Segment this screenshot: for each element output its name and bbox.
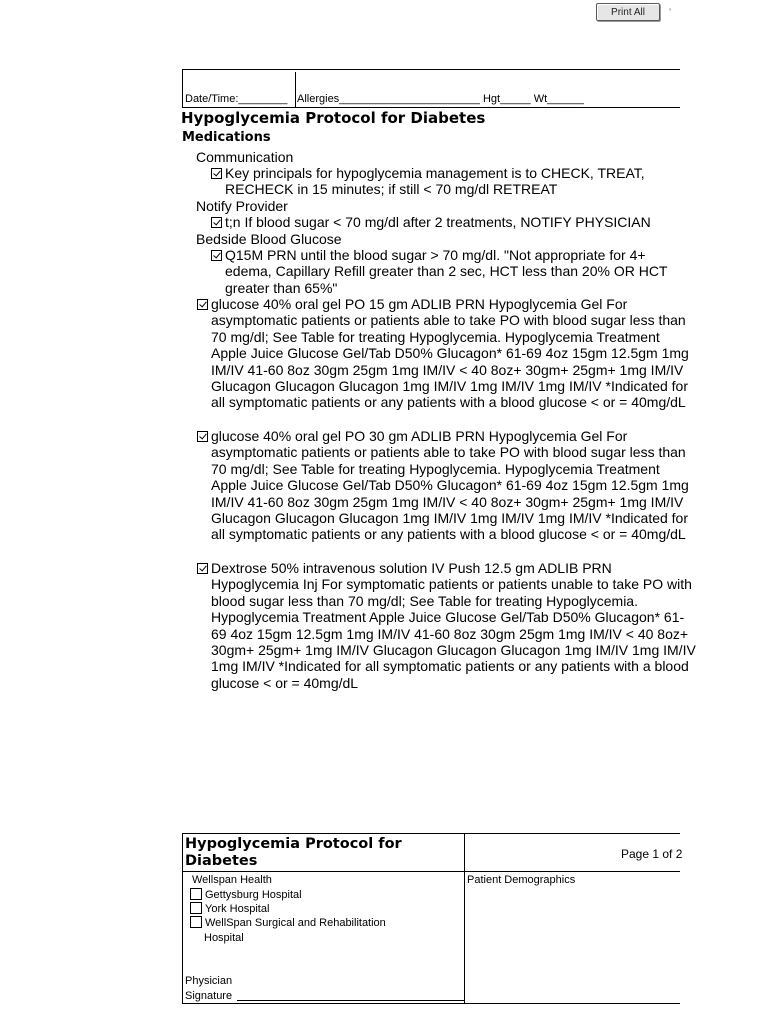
order-bedside-glucose — [211, 247, 685, 296]
category-communication: Communication — [196, 149, 294, 165]
checkbox-checked-icon[interactable] — [197, 431, 208, 442]
order-notify-physician — [211, 214, 685, 230]
hospital-option-wellspan-surgical[interactable] — [190, 916, 386, 930]
order-text: glucose 40% oral gel PO 30 gm ADLIB PRN Hypoglycemia Gel For asymptomatic patients or patients able to take PO with blood sugar less than 70 mg/dl; See Table for treating Hypoglycemia. Hypoglycemia Treatment Apple Juice Glucose Gel/Tab D50% Glucagon* 61-69 4oz 15gm 12.5gm 1mg IM/IV 41-60 8oz 30gm 25gm 1mg IM/IV < 40 8oz+ 30gm+ 25gm+ 1mg IM/IV Glucagon Glucagon Glucagon 1mg IM/IV 1mg IM/IV 1mg IM/IV *Indicated for all symptomatic patients or any patients with a blood glucose < or = 40mg/dL — [211, 428, 689, 543]
hospital-label-continued: Hospital — [204, 932, 244, 944]
order-text: t;n If blood sugar < 70 mg/dl after 2 treatments, NOTIFY PHYSICIAN — [225, 214, 651, 230]
footer-title: Hypoglycemia Protocol for Diabetes — [185, 836, 402, 869]
header-left-rule — [182, 69, 183, 107]
section-medications: Medications — [182, 130, 271, 145]
footer-row-rule — [182, 871, 680, 872]
datetime-field[interactable]: Date/Time:________ — [185, 93, 288, 105]
checkbox-checked-icon[interactable] — [211, 168, 222, 179]
checkbox-checked-icon[interactable] — [211, 217, 222, 228]
order-text: Dextrose 50% intravenous solution IV Push 12.5 gm ADLIB PRN Hypoglycemia Inj For symptomatic patients or patients unable to take PO with blood sugar less than 70 mg/dl; See Table for treating Hypoglycemia. Hypoglycemia Treatment Apple Juice Glucose Gel/Tab D50% Glucagon* 61-69 4oz 15gm 12.5gm 1mg IM/IV 41-60 8oz 30gm 25gm 1mg IM/IV < 40 8oz+ 30gm+ 25gm+ 1mg IM/IV Glucagon Glucagon Glucagon 1mg IM/IV 1mg IM/IV 1mg IM/IV *Indicated for all symptomatic patients or any patients with a blood glucose < or = 40mg/dL — [211, 560, 696, 691]
hospital-option-gettysburg[interactable] — [190, 888, 302, 902]
checkbox-checked-icon[interactable] — [211, 250, 222, 261]
order-dextrose-50 — [197, 560, 696, 691]
order-communication — [211, 165, 685, 198]
patient-demographics-label: Patient Demographics — [467, 874, 576, 886]
header-top-rule — [182, 69, 680, 70]
category-bedside-glucose: Bedside Blood Glucose — [196, 231, 342, 247]
hospital-label: Gettysburg Hospital — [205, 889, 302, 901]
print-tick-mark: ’ — [669, 7, 671, 17]
category-notify-provider: Notify Provider — [196, 198, 288, 214]
order-glucose-gel-30gm — [197, 428, 696, 543]
header-divider — [295, 72, 296, 107]
checkbox-checked-icon[interactable] — [197, 563, 208, 574]
protocol-title: Hypoglycemia Protocol for Diabetes — [181, 109, 486, 127]
physician-label: Physician — [185, 975, 233, 987]
hospital-option-york[interactable] — [190, 902, 269, 916]
footer-bottom-rule — [182, 1003, 680, 1004]
hospital-label: WellSpan Surgical and Rehabilitation — [205, 917, 386, 929]
checkbox-icon[interactable] — [190, 916, 202, 928]
order-text: Q15M PRN until the blood sugar > 70 mg/dl. "Not appropriate for 4+ edema, Capillary Refill greater than 2 sec, HCT less than 20% OR HCT greater than 65%" — [225, 247, 668, 296]
organization-name: Wellspan Health — [192, 874, 272, 886]
page-number: Page 1 of 2 — [621, 847, 683, 861]
checkbox-icon[interactable] — [190, 902, 202, 914]
allergies-height-weight-field[interactable]: Allergies_______________________ Hgt_____ Wt______ — [297, 93, 584, 105]
header-bottom-rule — [182, 107, 680, 108]
signature-line — [237, 1000, 464, 1001]
print-all-button[interactable]: Print All — [596, 3, 660, 21]
hospital-label: York Hospital — [205, 903, 270, 915]
order-text: Key principals for hypoglycemia management is to CHECK, TREAT, RECHECK in 15 minutes; if still < 70 mg/dl RETREAT — [225, 165, 645, 198]
footer-left-rule — [182, 833, 183, 1004]
signature-label: Signature — [185, 990, 233, 1002]
order-glucose-gel-15gm — [197, 296, 696, 411]
checkbox-checked-icon[interactable] — [197, 299, 208, 310]
order-text: glucose 40% oral gel PO 15 gm ADLIB PRN Hypoglycemia Gel For asymptomatic patients or patients able to take PO with blood sugar less than 70 mg/dl; See Table for treating Hypoglycemia. Hypoglycemia Treatment Apple Juice Glucose Gel/Tab D50% Glucagon* 61-69 4oz 15gm 12.5gm 1mg IM/IV 41-60 8oz 30gm 25gm 1mg IM/IV < 40 8oz+ 30gm+ 25gm+ 1mg IM/IV Glucagon Glucagon Glucagon 1mg IM/IV 1mg IM/IV 1mg IM/IV *Indicated for all symptomatic patients or any patients with a blood glucose < or = 40mg/dL — [211, 296, 689, 411]
footer-top-rule — [182, 833, 680, 834]
checkbox-icon[interactable] — [190, 888, 202, 900]
footer-middle-rule — [464, 833, 465, 1004]
